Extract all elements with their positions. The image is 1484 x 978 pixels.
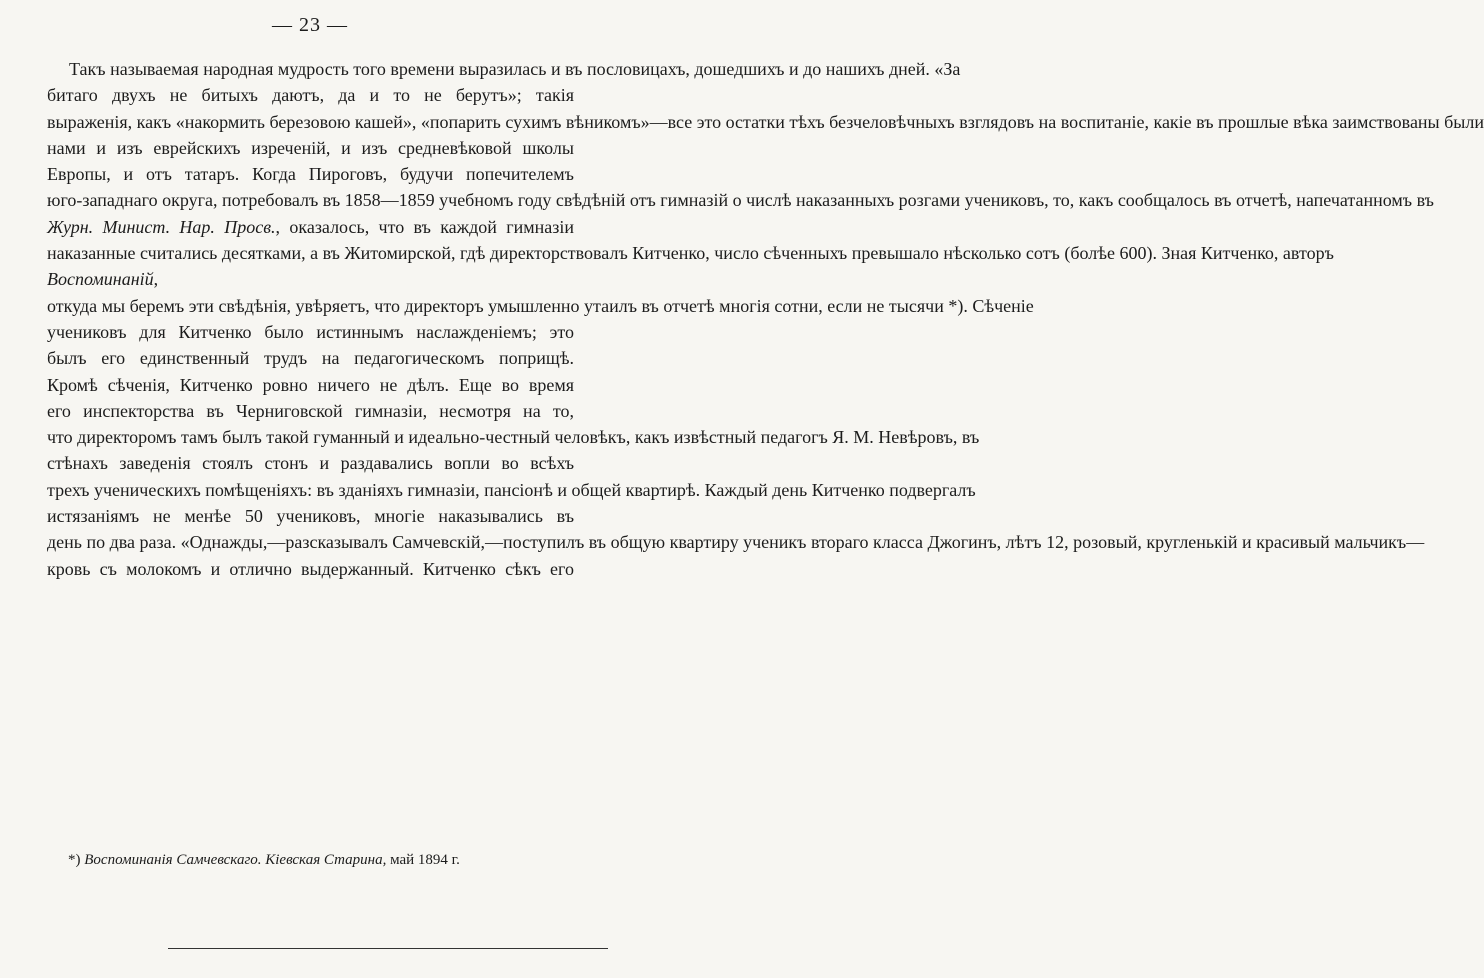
text-line: день по два раза. «Однажды,—разсказывалъ Самчевскій,—поступилъ въ общую квартиру ученикъ втораго класса Джогинъ, лѣтъ 12, розовый, кругленькій и красивый мальчикъ— [47, 532, 1425, 553]
text-fragment: , [153, 269, 159, 290]
page-number: — 23 — [272, 14, 348, 36]
text-line: трехъ ученическихъ помѣщеніяхъ: въ зданіяхъ гимназіи, пансіонѣ и общей квартирѣ. Каждый день Китченко подвергалъ [47, 479, 976, 500]
text-line: кровь съ молокомъ и отлично выдержанный. Китченко сѣкъ его [47, 558, 574, 579]
footnote-source: Воспоминанія Самчевскаго. Кіевская Старина, [84, 852, 387, 868]
italic-citation: Журн. Минист. Нар. Просв. [47, 216, 276, 237]
text-line: его инспекторства въ Черниговской гимназіи, несмотря на то, [47, 400, 574, 421]
footnote-marker: *) [68, 852, 81, 868]
text-line: стѣнахъ заведенія стоялъ стонъ и раздавались вопли во всѣхъ [47, 453, 574, 474]
text-fragment: , оказалось, что въ каждой гимназіи [275, 216, 574, 237]
text-line: Европы, и отъ татаръ. Когда Пироговъ, будучи попечителемъ [47, 164, 574, 185]
text-line: Такъ называемая народная мудрость того времени выразилась и въ пословицахъ, дошедшихъ и до нашихъ дней. «За [69, 59, 961, 79]
text-line: юго-западнаго округа, потребовалъ въ 1858—1859 учебномъ году свѣдѣній отъ гимназій о числѣ наказанныхъ розгами учениковъ, то, какъ сообщалось въ отчетѣ, напечатанномъ въ [47, 190, 1434, 211]
footnote [68, 852, 588, 869]
text-line: выраженія, какъ «накормить березовою кашей», «попарить сухимъ вѣникомъ»—все это остатки тѣхъ безчеловѣчныхъ взглядовъ на воспитаніе, какіе въ прошлые вѣка заимствованы были [47, 111, 1484, 132]
text-line: откуда мы беремъ эти свѣдѣнія, увѣряетъ, что директоръ умышленно утаилъ въ отчетѣ многія сотни, если не тысячи *). Сѣченіе [47, 295, 1034, 316]
body-text [47, 56, 1484, 582]
bottom-rule [168, 948, 608, 949]
text-line [47, 214, 574, 240]
footnote-date: май 1894 г. [390, 852, 460, 868]
text-line: битаго двухъ не битыхъ даютъ, да и то не берутъ»; такія [47, 85, 574, 106]
text-line: что директоромъ тамъ былъ такой гуманный и идеально-честный человѣкъ, какъ извѣстный педагогъ Я. М. Невѣровъ, въ [47, 427, 980, 448]
text-line [47, 266, 574, 292]
text-line: истязаніямъ не менѣе 50 учениковъ, многіе наказывались въ [47, 506, 574, 527]
text-line: нами и изъ еврейскихъ изреченій, и изъ средневѣковой школы [47, 137, 574, 158]
text-line: былъ его единственный трудъ на педагогическомъ поприщѣ. [47, 348, 574, 369]
text-line: Кромѣ сѣченія, Китченко ровно ничего не дѣлъ. Еще во время [47, 374, 574, 395]
text-line: наказанные считались десятками, а въ Житомирской, гдѣ директорствовалъ Китченко, число сѣченныхъ превышало нѣсколько сотъ (болѣе 600). Зная Китченко, авторъ [47, 243, 1334, 264]
italic-citation: Воспоминаній [47, 269, 154, 290]
text-line: учениковъ для Китченко было истиннымъ наслажденіемъ; это [47, 321, 574, 342]
